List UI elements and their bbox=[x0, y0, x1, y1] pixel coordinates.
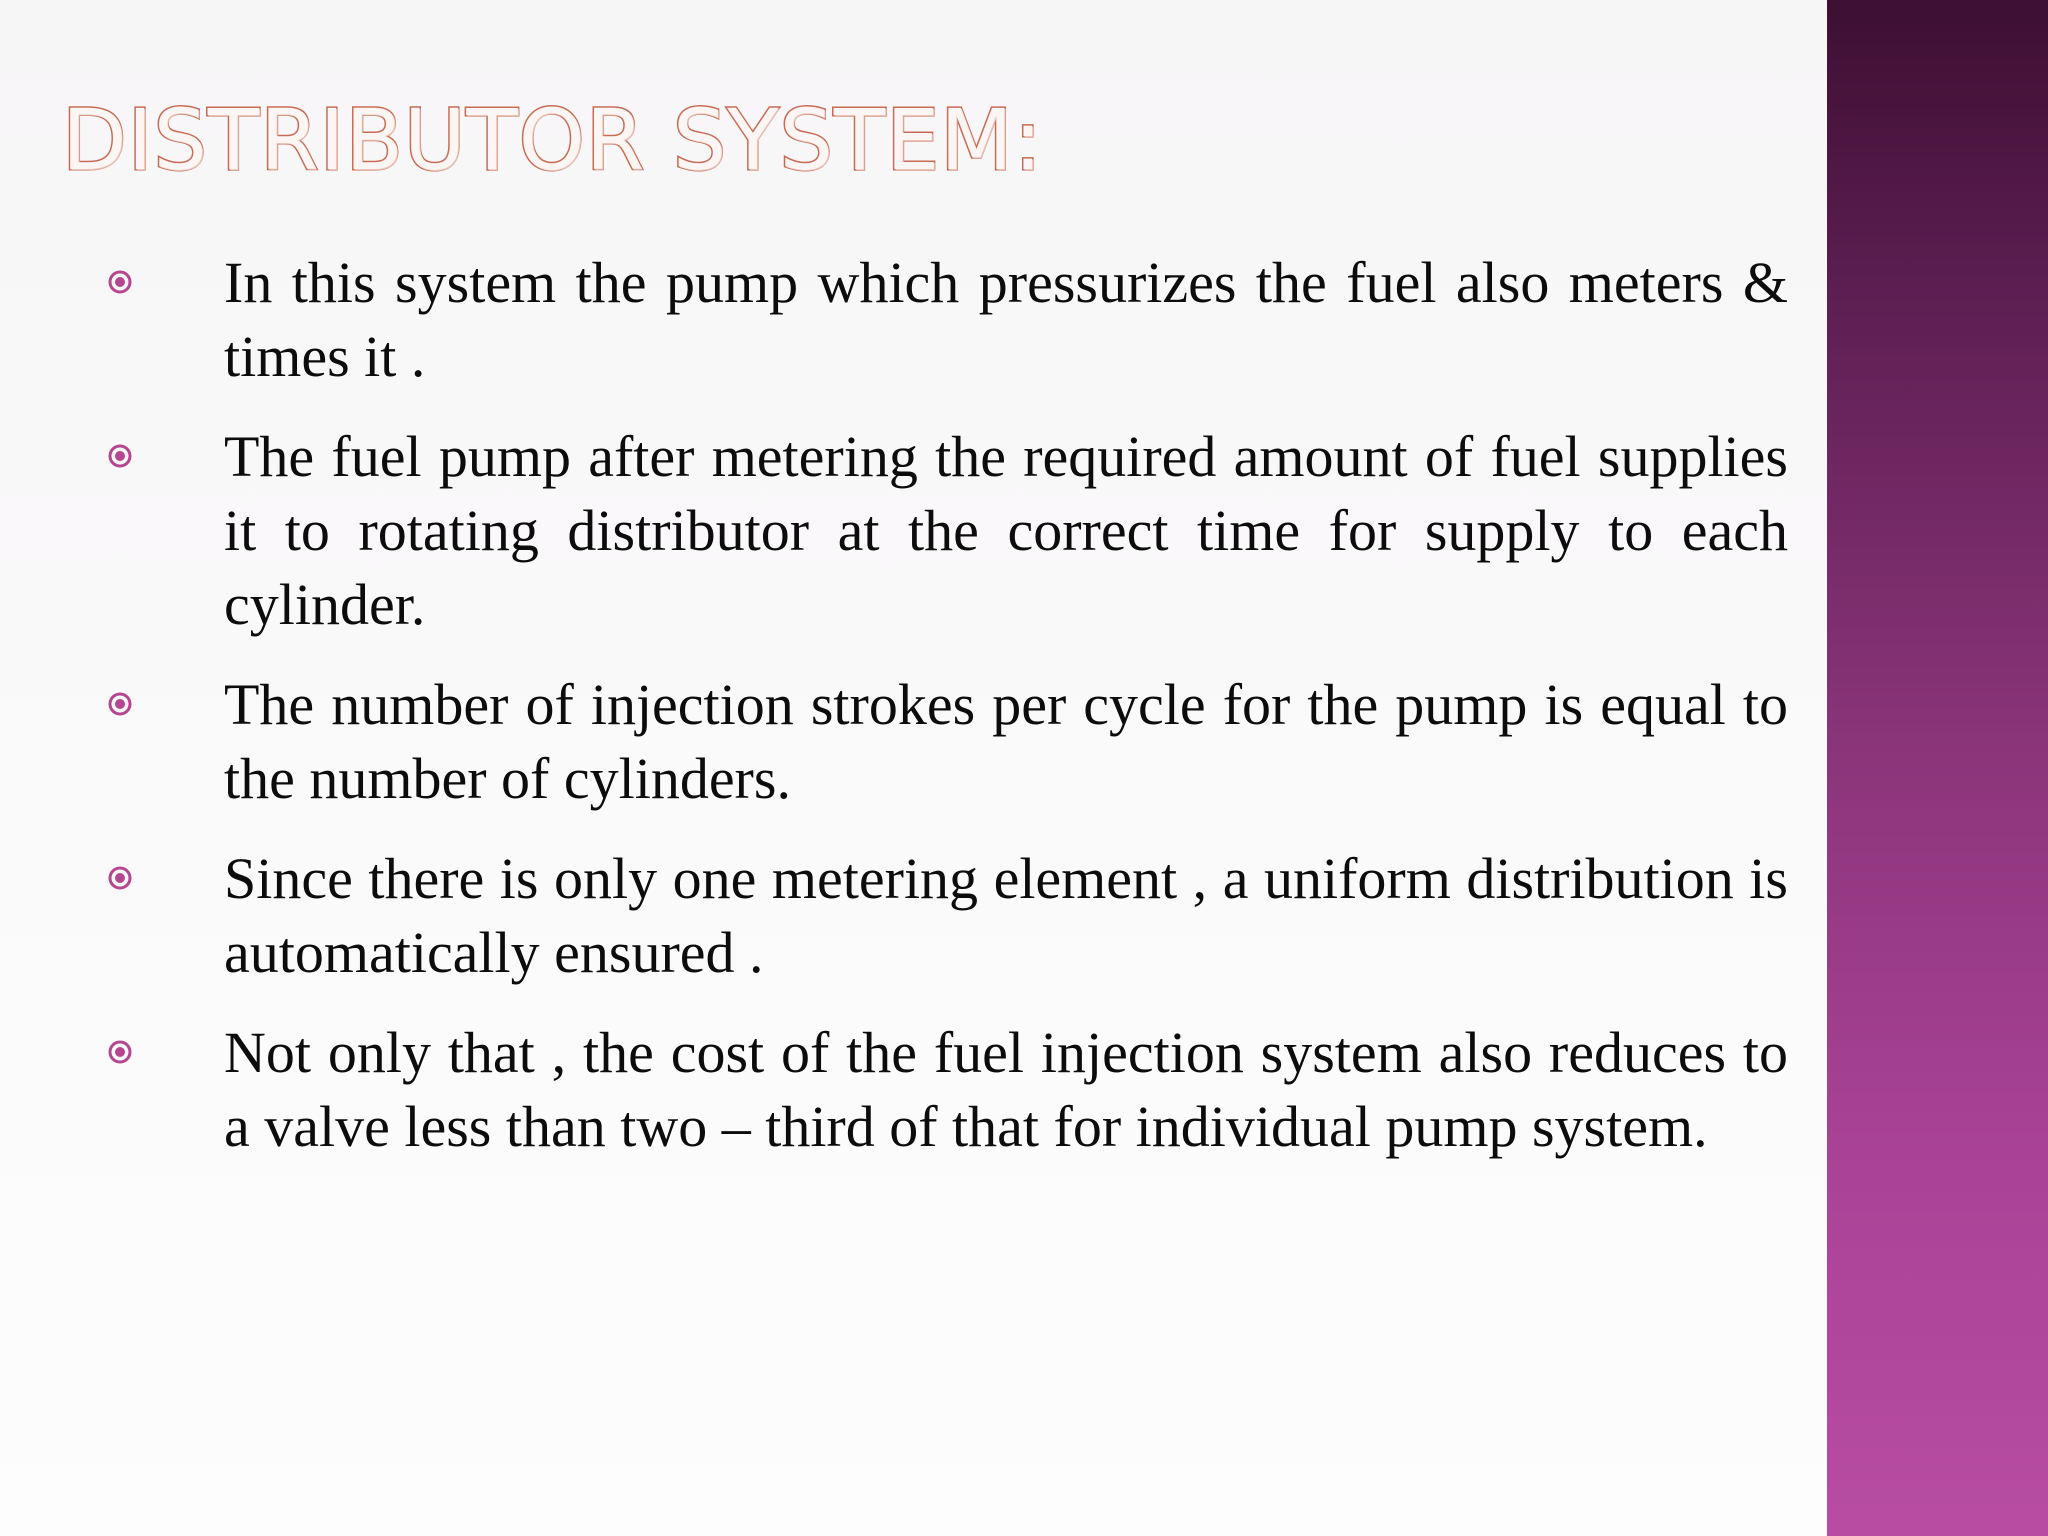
slide-title: DISTRIBUTOR SYSTEM: bbox=[62, 91, 1043, 189]
decorative-side-bar bbox=[1827, 0, 2048, 1536]
circle-dot-bullet-icon bbox=[108, 1040, 132, 1064]
circle-dot-bullet-icon bbox=[108, 866, 132, 890]
bullet-item bbox=[108, 842, 1788, 990]
bullet-item bbox=[108, 668, 1788, 816]
circle-dot-bullet-icon bbox=[108, 444, 132, 468]
bullet-text: In this system the pump which pressurizes the fuel also meters & times it . bbox=[224, 250, 1788, 389]
bullet-text: The fuel pump after metering the required amount of fuel supplies it to rotating distributor at the correct time for supply to each cylinder. bbox=[224, 424, 1788, 637]
bullet-item bbox=[108, 246, 1788, 394]
bullet-text: Since there is only one metering element , a uniform distribution is automatically ensured . bbox=[224, 846, 1788, 985]
circle-dot-bullet-icon bbox=[108, 692, 132, 716]
bullet-item bbox=[108, 1016, 1788, 1164]
bullet-text: The number of injection strokes per cycle for the pump is equal to the number of cylinders. bbox=[224, 672, 1788, 811]
circle-dot-bullet-icon bbox=[108, 270, 132, 294]
bullet-item bbox=[108, 420, 1788, 642]
bullet-text: Not only that , the cost of the fuel injection system also reduces to a valve less than two – third of that for individual pump system. bbox=[224, 1020, 1788, 1159]
bullet-list bbox=[108, 246, 1788, 1190]
